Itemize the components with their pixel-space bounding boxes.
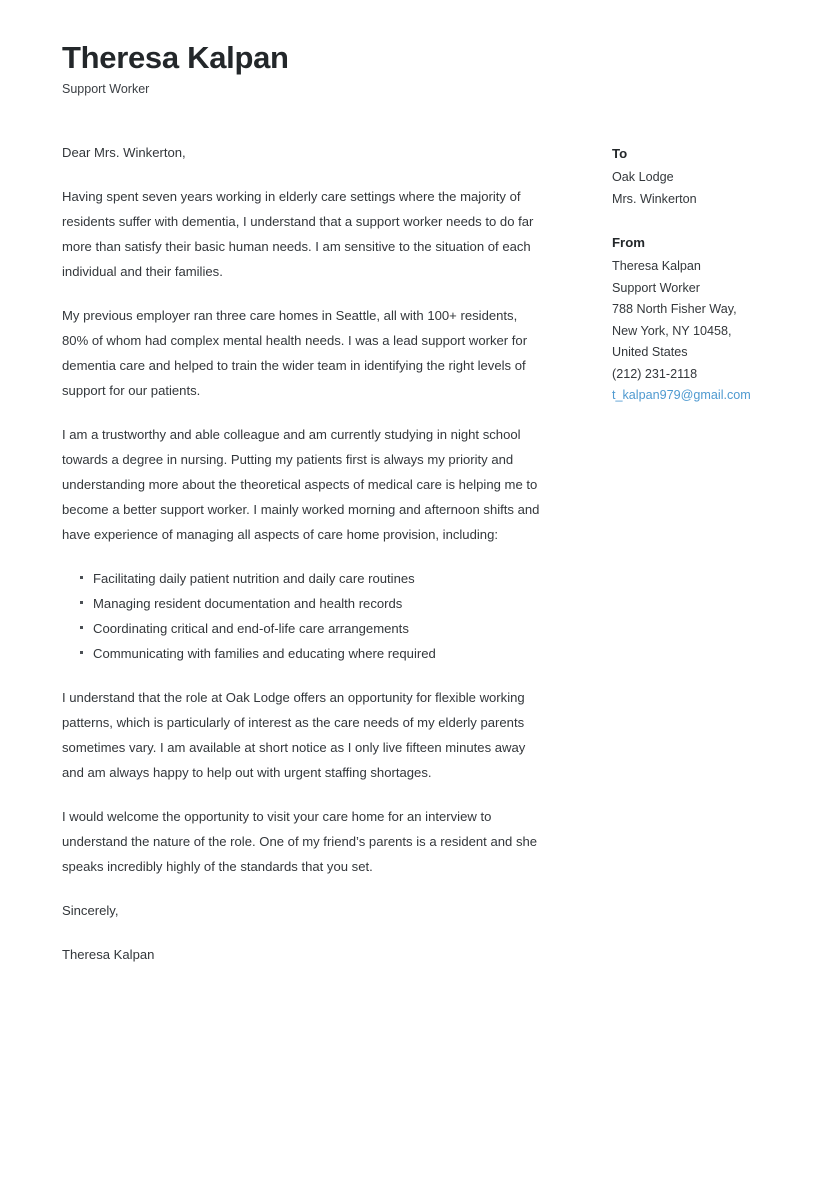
bullet-icon: [80, 601, 83, 604]
recipient-heading: To: [612, 146, 628, 161]
closing-line: Sincerely,: [62, 903, 119, 918]
body-paragraph-4: I understand that the role at Oak Lodge offers an opportunity for flexible working patterns, which is particularly of interest as the care needs of my elderly parents sometimes vary. I am available at short notice as I only live fifteen minutes away and am always happy to help out with urgent staffing shortages.: [62, 690, 526, 780]
letter-header: [62, 42, 762, 97]
sender-job-title: Support Worker: [612, 280, 700, 295]
list-item-label: Coordinating critical and end-of-life care arrangements: [93, 621, 409, 636]
sender-name: Theresa Kalpan: [612, 259, 701, 273]
list-item: [62, 616, 547, 641]
candidate-job-title: Support Worker: [62, 81, 150, 96]
responsibilities-list: [62, 566, 547, 666]
body-paragraph-1: Having spent seven years working in elderly care settings where the majority of residents suffer with dementia, I understand that a support worker needs to do far more than satisfy their basic human needs. I am sensitive to the situation of each individual and their families.: [62, 189, 534, 279]
sender-address-street: 788 North Fisher Way,: [612, 302, 737, 316]
sender-address-city: New York, NY 10458,: [612, 323, 732, 338]
list-item-label: Facilitating daily patient nutrition and daily care routines: [93, 571, 415, 586]
list-item: [62, 641, 547, 666]
list-item-label: Managing resident documentation and health records: [93, 596, 403, 611]
contact-sidebar: [612, 143, 812, 407]
letter-body-column: [62, 140, 547, 967]
body-paragraph-5: I would welcome the opportunity to visit your care home for an interview to understand the nature of the role. One of my friend’s parents is a resident and she speaks incredibly highly of the standards that you set.: [62, 809, 538, 874]
signature-name: Theresa Kalpan: [62, 947, 155, 962]
recipient-block: [612, 143, 812, 210]
list-item: [62, 591, 547, 616]
recipient-name: Mrs. Winkerton: [612, 191, 697, 206]
list-item: [62, 566, 547, 591]
sender-block: [612, 232, 812, 407]
list-item-label: Communicating with families and educating where required: [93, 646, 436, 661]
sender-email-link[interactable]: t_kalpan979@gmail.com: [612, 388, 751, 402]
bullet-icon: [80, 651, 83, 654]
bullet-icon: [80, 576, 83, 579]
recipient-company: Oak Lodge: [612, 170, 674, 184]
sender-phone[interactable]: (212) 231-2118: [612, 366, 698, 381]
body-paragraph-3: I am a trustworthy and able colleague and am currently studying in night school towards a degree in nursing. Putting my patients first is always my priority and understanding more about the theoretical aspects of medical care is helping me to become a better support worker. I mainly worked morning and afternoon shifts and have experience of managing all aspects of care home provision, including:: [62, 427, 540, 542]
bullet-icon: [80, 626, 83, 629]
sender-address-country: United States: [612, 345, 688, 359]
sender-heading: From: [612, 235, 645, 250]
body-paragraph-2: My previous employer ran three care homes in Seattle, all with 100+ residents, 80% of whom had complex mental health needs. I was a lead support worker for dementia care and helped to train the wider team in identifying the right levels of support for our patients.: [62, 308, 528, 398]
candidate-name: Theresa Kalpan: [62, 40, 289, 75]
salutation: Dear Mrs. Winkerton,: [62, 145, 186, 160]
